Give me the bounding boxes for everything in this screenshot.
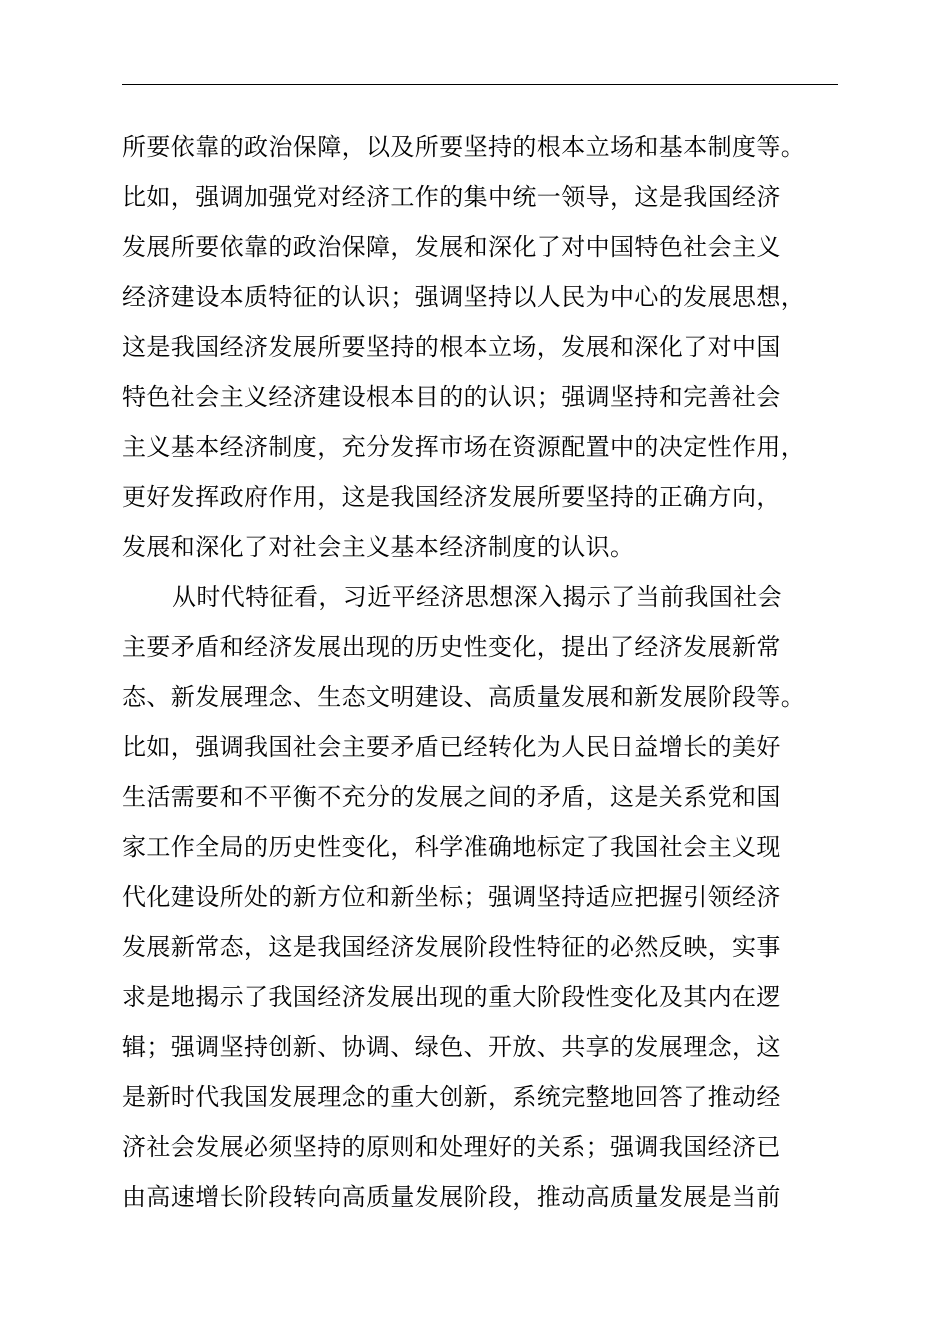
text-line-16: 代化建设所处的新方位和新坐标；强调坚持适应把握引领经济	[122, 883, 781, 911]
text-line-3: 发展所要依靠的政治保障，发展和深化了对中国特色社会主义	[122, 233, 781, 261]
text-line-17: 发展新常态，这是我国经济发展阶段性特征的必然反映，实事	[122, 933, 781, 961]
body-text	[122, 122, 862, 1222]
text-line-2: 比如，强调加强党对经济工作的集中统一领导，这是我国经济	[122, 183, 781, 211]
text-line-5: 这是我国经济发展所要坚持的根本立场，发展和深化了对中国	[122, 333, 781, 361]
text-line-20: 是新时代我国发展理念的重大创新，系统完整地回答了推动经	[122, 1083, 781, 1111]
text-line-6: 特色社会主义经济建设根本目的的认识；强调坚持和完善社会	[122, 383, 781, 411]
paragraph-start-line: 从时代特征看，习近平经济思想深入揭示了当前我国社会	[172, 583, 782, 611]
header-rule	[122, 84, 838, 85]
text-line-1: 所要依靠的政治保障，以及所要坚持的根本立场和基本制度等。	[122, 133, 806, 161]
text-line-11: 主要矛盾和经济发展出现的历史性变化，提出了经济发展新常	[122, 633, 781, 661]
text-line-18: 求是地揭示了我国经济发展出现的重大阶段性变化及其内在逻	[122, 983, 781, 1011]
text-line-12: 态、新发展理念、生态文明建设、高质量发展和新发展阶段等。	[122, 683, 806, 711]
text-line-19: 辑；强调坚持创新、协调、绿色、开放、共享的发展理念，这	[122, 1033, 781, 1061]
text-line-15: 家工作全局的历史性变化，科学准确地标定了我国社会主义现	[122, 833, 781, 861]
text-line-8: 更好发挥政府作用，这是我国经济发展所要坚持的正确方向，	[122, 483, 781, 511]
text-line-14: 生活需要和不平衡不充分的发展之间的矛盾，这是关系党和国	[122, 783, 781, 811]
text-line-22: 由高速增长阶段转向高质量发展阶段，推动高质量发展是当前	[122, 1183, 781, 1211]
text-line-7: 主义基本经济制度，充分发挥市场在资源配置中的决定性作用，	[122, 433, 806, 461]
text-line-21: 济社会发展必须坚持的原则和处理好的关系；强调我国经济已	[122, 1133, 781, 1161]
text-line-13: 比如，强调我国社会主要矛盾已经转化为人民日益增长的美好	[122, 733, 781, 761]
text-line-4: 经济建设本质特征的认识；强调坚持以人民为中心的发展思想，	[122, 283, 806, 311]
text-line-9: 发展和深化了对社会主义基本经济制度的认识。	[122, 533, 635, 561]
